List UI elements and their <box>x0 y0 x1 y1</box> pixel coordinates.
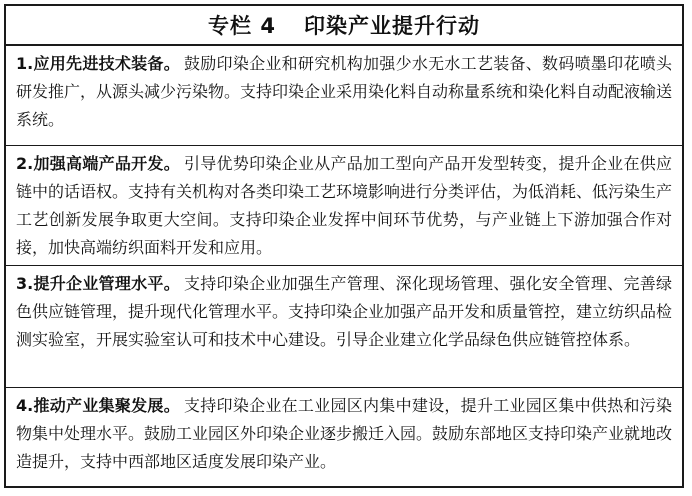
box-label: 专栏 4 <box>208 14 276 38</box>
section-industrial-clustering <box>6 388 682 488</box>
column-box <box>4 4 684 488</box>
box-header <box>6 6 682 46</box>
section-body: 支持印染企业加强生产管理、深化现场管理、强化安全管理、完善绿色供应链管理，提升现代化管理水平。支持印染企业加强产品开发和质量管控，建立纺织品检测实验室，开展实验室认可和技术中心建设。引导企业建立化学品绿色供应链管控体系。 <box>16 274 673 349</box>
section-body: 引导优势印染企业从产品加工型向产品开发型转变，提升企业在供应链中的话语权。支持有关机构对各类印染工艺环境影响进行分类评估，为低消耗、低污染生产工艺创新发展争取更大空间。支持印染企业发挥中间环节优势，与产业链上下游加强合作对接，加快高端纺织面料开发和应用。 <box>16 154 673 257</box>
section-heading: 4.推动产业集聚发展。 <box>16 396 180 415</box>
section-heading: 3.提升企业管理水平。 <box>16 274 180 293</box>
section-management-level <box>6 266 682 388</box>
section-heading: 1.应用先进技术装备。 <box>16 54 180 73</box>
section-body: 支持印染企业在工业园区内集中建设，提升工业园区集中供热和污染物集中处理水平。鼓励工业园区外印染企业逐步搬迁入园。鼓励东部地区支持印染产业就地改造提升，支持中西部地区适度发展印染产业。 <box>16 396 673 471</box>
section-heading: 2.加强高端产品开发。 <box>16 154 180 173</box>
box-title: 印染产业提升行动 <box>303 14 480 38</box>
section-high-end-products <box>6 146 682 266</box>
section-advanced-equipment <box>6 46 682 146</box>
section-body: 鼓励印染企业和研究机构加强少水无水工艺装备、数码喷墨印花喷头研发推广，从源头减少污染物。支持印染企业采用染化料自动称量系统和染化料自动配液输送系统。 <box>16 54 673 129</box>
